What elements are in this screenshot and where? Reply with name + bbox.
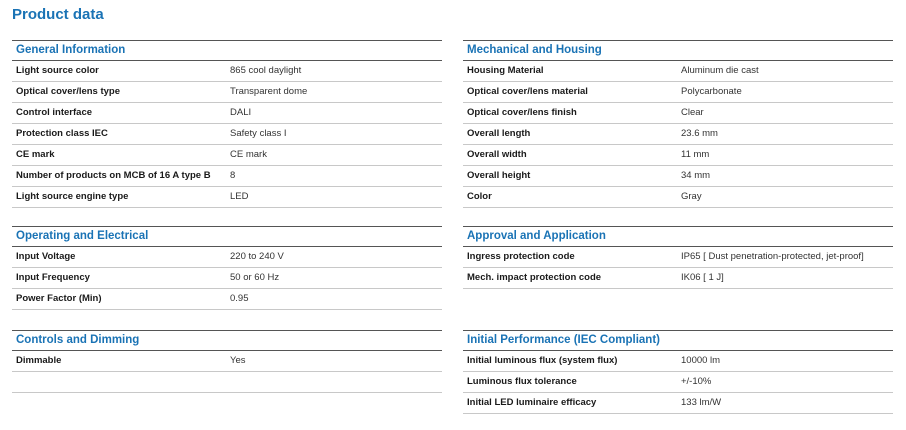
empty-row — [12, 372, 442, 393]
table-row — [12, 145, 442, 166]
row-value: 11 mm — [681, 149, 710, 160]
table-row — [463, 372, 893, 393]
row-label: Ingress protection code — [467, 251, 575, 262]
row-label: Dimmable — [16, 355, 62, 366]
row-label: Overall height — [467, 170, 531, 181]
row-value: IK06 [ 1 J] — [681, 272, 724, 283]
table-row — [463, 187, 893, 208]
row-label: Input Frequency — [16, 272, 90, 283]
row-value: Aluminum die cast — [681, 65, 759, 76]
row-label: Luminous flux tolerance — [467, 376, 577, 387]
table-row — [463, 166, 893, 187]
row-label: Light source engine type — [16, 191, 129, 202]
row-label: Initial luminous flux (system flux) — [467, 355, 618, 366]
section-heading: Initial Performance (IEC Compliant) — [463, 330, 893, 351]
table-row — [12, 268, 442, 289]
row-label: Protection class IEC — [16, 128, 108, 139]
row-value: DALI — [230, 107, 252, 118]
row-label: Power Factor (Min) — [16, 293, 102, 304]
table-row — [463, 268, 893, 289]
table-row — [463, 61, 893, 82]
row-value: Polycarbonate — [681, 86, 742, 97]
row-value: +/-10% — [681, 376, 712, 387]
section-heading: Controls and Dimming — [12, 330, 442, 351]
table-row — [463, 247, 893, 268]
row-value: 133 lm/W — [681, 397, 722, 408]
row-label: Optical cover/lens finish — [467, 107, 577, 118]
operating-electrical-section — [12, 226, 442, 310]
row-label: Optical cover/lens type — [16, 86, 121, 97]
row-label: Light source color — [16, 65, 99, 76]
row-label: Housing Material — [467, 65, 544, 76]
table-row — [12, 187, 442, 208]
row-value: Safety class I — [230, 128, 287, 139]
table-row — [463, 351, 893, 372]
row-label: Color — [467, 191, 492, 202]
row-value: LED — [230, 191, 249, 202]
table-row — [463, 82, 893, 103]
table-row — [12, 351, 442, 372]
row-value: CE mark — [230, 149, 267, 160]
row-label: CE mark — [16, 149, 55, 160]
page-title: Product data — [12, 6, 104, 23]
row-label: Number of products on MCB of 16 A type B — [16, 170, 211, 181]
table-row — [463, 103, 893, 124]
row-label: Input Voltage — [16, 251, 76, 262]
table-row — [463, 145, 893, 166]
row-value: Gray — [681, 191, 702, 202]
table-row — [12, 166, 442, 187]
row-label: Control interface — [16, 107, 93, 118]
controls-dimming-section — [12, 330, 442, 393]
row-value: Yes — [230, 355, 246, 366]
approval-application-section — [463, 226, 893, 289]
row-value: Transparent dome — [230, 86, 308, 97]
general-information-section — [12, 40, 442, 208]
row-value: 34 mm — [681, 170, 711, 181]
table-row — [463, 393, 893, 414]
row-value: 23.6 mm — [681, 128, 718, 139]
mechanical-housing-section — [463, 40, 893, 208]
section-heading: Operating and Electrical — [12, 226, 442, 247]
table-row — [12, 124, 442, 145]
table-row — [463, 124, 893, 145]
row-value: 865 cool daylight — [230, 65, 302, 76]
row-label: Optical cover/lens material — [467, 86, 588, 97]
row-label: Overall width — [467, 149, 527, 160]
section-heading: Approval and Application — [463, 226, 893, 247]
section-heading: Mechanical and Housing — [463, 40, 893, 61]
row-value: 50 or 60 Hz — [230, 272, 280, 283]
table-row — [12, 61, 442, 82]
table-row — [12, 103, 442, 124]
table-row — [12, 289, 442, 310]
row-value: IP65 [ Dust penetration-protected, jet-proof] — [681, 251, 864, 262]
table-row — [12, 82, 442, 103]
row-value: 10000 lm — [681, 355, 721, 366]
row-value: 0.95 — [230, 293, 249, 304]
row-label: Overall length — [467, 128, 531, 139]
row-value: 8 — [230, 170, 236, 181]
row-value: 220 to 240 V — [230, 251, 284, 262]
section-heading: General Information — [12, 40, 442, 61]
row-label: Mech. impact protection code — [467, 272, 602, 283]
row-label: Initial LED luminaire efficacy — [467, 397, 597, 408]
initial-performance-section — [463, 330, 893, 414]
row-value: Clear — [681, 107, 704, 118]
table-row — [12, 247, 442, 268]
